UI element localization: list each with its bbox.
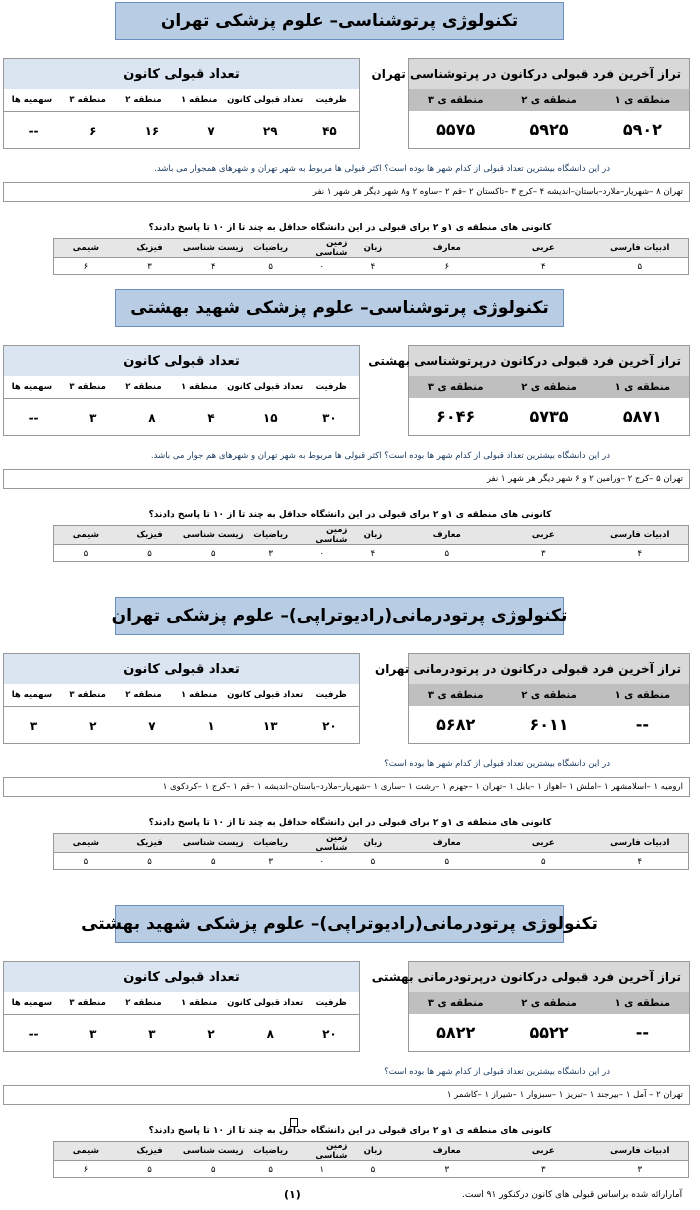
last-rank-column: منطقه ی ۲: [521, 689, 577, 701]
last-rank-table: [368, 345, 690, 436]
admitted-column: تعداد قبولی کانون: [227, 690, 304, 700]
admitted-value: ۲: [89, 718, 97, 733]
admitted-column: ظرفیت: [315, 998, 347, 1008]
last-rank-table: [371, 58, 690, 149]
subject-score: ۴: [210, 262, 216, 272]
subject-header: شیمی: [72, 1146, 99, 1156]
subject-header: زبان: [363, 243, 383, 253]
section-title: تکنولوژی پرتودرمانی(رادیوتراپی)– علوم پزشکی شهید بهشتی: [115, 905, 564, 943]
subject-header: زبان: [363, 1146, 383, 1156]
subject-header: عربی: [531, 530, 555, 540]
subject-scores-table: [53, 833, 689, 870]
subject-header: ادبیات فارسی: [610, 838, 670, 848]
scores-question: کانونی های منطقه ی ۱و ۲ برای قبولی در این دانشگاه حداقل به چند تا از ۱۰ تا پاسخ دادند؟: [148, 818, 552, 828]
subject-score: ۱: [319, 1165, 325, 1175]
admitted-value: ۴۵: [322, 123, 337, 138]
admitted-column: منطقه ۱: [180, 690, 218, 700]
program-section: [0, 289, 700, 589]
admitted-value: --: [28, 410, 39, 425]
last-rank-header: تراز آخرین فرد قبولی درکانون در پرتوشناسی تهران: [409, 59, 689, 89]
subject-header: ریاضیات: [253, 243, 288, 253]
admitted-column: منطقه ۳: [69, 690, 106, 700]
subject-score: ۴: [370, 549, 376, 559]
subject-header: زمین شناسی: [315, 833, 348, 853]
admitted-value: ۲: [207, 1026, 215, 1041]
subject-scores-table: [53, 1141, 689, 1178]
admitted-value: ۳: [89, 1026, 97, 1041]
subject-header: معارف: [432, 243, 461, 253]
admitted-column: تعداد قبولی کانون: [227, 382, 304, 392]
subject-score: ۴: [637, 857, 643, 867]
subject-score: ۵: [370, 857, 376, 867]
subject-header: معارف: [432, 838, 461, 848]
admitted-value: ۶: [89, 123, 97, 138]
last-rank-column: منطقه ی ۲: [521, 997, 577, 1009]
admitted-value: ۸: [148, 410, 156, 425]
subject-header: معارف: [432, 530, 461, 540]
scores-question: کانونی های منطقه ی ۱و ۲ برای قبولی در این دانشگاه حداقل به چند تا از ۱۰ تا پاسخ دادند؟: [148, 510, 552, 520]
subject-header: زمین شناسی: [315, 1141, 348, 1161]
admitted-value: ۱۳: [262, 718, 278, 733]
section-title: تکنولوژی پرتوشناسی– علوم پزشکی شهید بهشتی: [115, 289, 564, 327]
subject-header: ریاضیات: [253, 530, 288, 540]
subject-header: عربی: [531, 243, 555, 253]
subject-score: ۵: [540, 857, 546, 867]
subject-score: ۴: [637, 549, 643, 559]
cities-question: در این دانشگاه بیشترین تعداد قبولی از کدام شهر ها بوده است؟ اکثر قبولی ها مربوط به شهر تهران و شهرهای هم جوار می باشد.: [150, 451, 610, 461]
last-rank-value: ۵۵۷۵: [436, 120, 476, 139]
last-rank-header: تراز آخرین فرد قبولی درکانون درپرتوشناسی بهشتی: [409, 346, 689, 376]
last-rank-header: تراز آخرین فرد قبولی درکانون درپرتودرمانی بهشتی: [409, 962, 689, 992]
admitted-value: ۳۰: [322, 410, 337, 425]
admitted-count-table: [3, 653, 360, 744]
admitted-column: منطقه ۳: [69, 95, 106, 105]
subject-score: ۵: [210, 857, 216, 867]
subject-header: شیمی: [72, 530, 99, 540]
subject-score: ۳: [147, 262, 152, 272]
subject-header: ادبیات فارسی: [610, 530, 670, 540]
last-rank-value: ۵۵۲۲: [529, 1023, 569, 1042]
subject-score: ۴: [540, 262, 546, 272]
subject-header: زمین شناسی: [315, 238, 348, 258]
subject-header: زیست شناسی: [182, 1146, 244, 1156]
subject-header: زبان: [363, 530, 383, 540]
admitted-column: منطقه ۱: [180, 95, 218, 105]
subject-score: ۰: [319, 549, 325, 559]
admitted-column: سهمیه ها: [11, 95, 53, 105]
cities-list: تهران ۸ –شهریار–ملارد–باستان–اندیشه ۴ –کرج ۳ –تاکستان ۲ –قم ۲ –ساوه ۲ و۸ شهر دیگر هر شهر ۱ نفر: [3, 182, 690, 202]
last-rank-column: منطقه ی ۳: [427, 381, 484, 393]
admitted-value: ۱۶: [144, 123, 160, 138]
subject-header: ادبیات فارسی: [610, 243, 670, 253]
last-rank-table: [371, 961, 690, 1052]
subject-score: ۵: [210, 549, 216, 559]
last-rank-column: منطقه ی ۳: [427, 94, 484, 106]
admitted-column: سهمیه ها: [11, 382, 53, 392]
subject-score: ۵: [147, 857, 152, 867]
admitted-column: منطقه ۱: [180, 998, 218, 1008]
subject-header: فیزیک: [136, 530, 163, 540]
last-rank-value: ۵۶۸۲: [436, 715, 476, 734]
cities-list: تهران ۵ –کرج ۲ –ورامین ۲ و ۶ شهر دیگر هر شهر ۱ نفر: [3, 469, 690, 489]
last-rank-value: --: [635, 1023, 649, 1042]
cities-list: ارومیه ۱ –اسلامشهر ۱ –املش ۱ –اهواز ۱ –بابل ۱ –تهران ۱ –جهرم ۱ –رشت ۱ –ساری ۱ –شهریار–ملارد–باستان–اندیشه ۱ –قم ۱ –کرج ۱ –کردکوی ۱: [3, 777, 690, 797]
subject-score: ۵: [370, 1165, 376, 1175]
admitted-value: ۴: [207, 410, 215, 425]
admitted-column: منطقه ۳: [69, 382, 106, 392]
admitted-value: --: [28, 123, 39, 138]
subject-header: شیمی: [72, 838, 99, 848]
admitted-value: ۸: [266, 1026, 274, 1041]
admitted-header: تعداد قبولی کانون: [4, 346, 359, 376]
subject-score: ۵: [268, 262, 273, 272]
admitted-column: منطقه ۲: [125, 95, 162, 105]
admitted-value: ۲۹: [262, 123, 278, 138]
program-section: [0, 597, 700, 897]
admitted-column: منطقه ۳: [69, 998, 106, 1008]
last-rank-value: --: [635, 715, 649, 734]
last-rank-value: ۵۸۲۲: [436, 1023, 476, 1042]
subject-score: ۵: [444, 857, 450, 867]
admitted-column: منطقه ۲: [125, 998, 162, 1008]
last-rank-value: ۵۹۲۵: [529, 120, 569, 139]
admitted-value: ۲۰: [322, 718, 337, 733]
last-rank-table: [375, 653, 690, 744]
subject-score: ۴: [370, 262, 376, 272]
last-rank-value: ۶۰۱۱: [529, 715, 569, 734]
admitted-count-table: [3, 58, 360, 149]
admitted-column: ظرفیت: [315, 95, 347, 105]
admitted-column: ظرفیت: [315, 690, 347, 700]
admitted-value: ۲۰: [322, 1026, 337, 1041]
cities-question: در این دانشگاه بیشترین تعداد قبولی از کدام شهر ها بوده است؟: [384, 759, 610, 769]
last-rank-value: ۵۷۳۵: [529, 407, 569, 426]
subject-header: زمین شناسی: [315, 525, 348, 545]
cities-list: تهران ۲ – آمل ۱ –بیرجند ۱ –تبریز ۱ –سبزوار ۱ –شیراز ۱ –کاشمر ۱: [3, 1085, 690, 1105]
subject-header: فیزیک: [136, 243, 163, 253]
last-rank-column: منطقه ی ۱: [614, 689, 671, 701]
cities-question: در این دانشگاه بیشترین تعداد قبولی از کدام شهر ها بوده است؟: [384, 1067, 610, 1077]
subject-score: ۳: [540, 1165, 546, 1175]
last-rank-value: ۵۸۷۱: [622, 407, 662, 426]
subject-score: ۶: [83, 1165, 89, 1175]
admitted-header: تعداد قبولی کانون: [4, 654, 359, 684]
subject-header: فیزیک: [136, 838, 163, 848]
subject-header: زبان: [363, 838, 383, 848]
admitted-value: ۱: [207, 718, 215, 733]
admitted-value: ۱۵: [262, 410, 278, 425]
subject-header: عربی: [531, 1146, 555, 1156]
subject-header: معارف: [432, 1146, 461, 1156]
subject-score: ۵: [268, 1165, 273, 1175]
scores-question: کانونی های منطقه ی ۱و ۲ برای قبولی در این دانشگاه حداقل به چند تا از ۱۰ تا پاسخ دادند؟: [148, 1126, 552, 1136]
subject-header: ادبیات فارسی: [610, 1146, 670, 1156]
subject-score: ۵: [210, 1165, 216, 1175]
last-rank-column: منطقه ی ۱: [614, 997, 671, 1009]
section-title: تکنولوژی پرتودرمانی(رادیوتراپی)– علوم پزشکی تهران: [115, 597, 564, 635]
last-rank-column: منطقه ی ۲: [521, 94, 577, 106]
admitted-value: ۷: [207, 123, 215, 138]
subject-header: فیزیک: [136, 1146, 163, 1156]
subject-score: ۰: [319, 262, 325, 272]
admitted-header: تعداد قبولی کانون: [4, 962, 359, 992]
page-number: (۱): [284, 1188, 301, 1201]
last-rank-header: تراز آخرین فرد قبولی درکانون در پرتودرمانی تهران: [409, 654, 689, 684]
small-box-mark: [290, 1118, 298, 1127]
admitted-value: ۷: [148, 718, 156, 733]
admitted-column: منطقه ۲: [125, 382, 162, 392]
subject-header: زیست شناسی: [182, 838, 244, 848]
subject-score: ۶: [444, 262, 450, 272]
subject-score: ۶: [83, 262, 89, 272]
admitted-column: تعداد قبولی کانون: [227, 95, 304, 105]
admitted-count-table: [3, 961, 360, 1052]
subject-header: عربی: [531, 838, 555, 848]
subject-score: ۵: [83, 857, 89, 867]
admitted-column: تعداد قبولی کانون: [227, 998, 304, 1008]
subject-header: زیست شناسی: [182, 530, 244, 540]
admitted-value: --: [28, 1026, 39, 1041]
last-rank-column: منطقه ی ۳: [427, 997, 484, 1009]
cities-question: در این دانشگاه بیشترین تعداد قبولی از کدام شهر ها بوده است؟ اکثر قبولی ها مربوط به شهر تهران و شهرهای همجوار می باشد.: [154, 164, 610, 174]
admitted-column: سهمیه ها: [11, 690, 53, 700]
subject-score: ۵: [83, 549, 89, 559]
admitted-count-table: [3, 345, 360, 436]
last-rank-column: منطقه ی ۲: [521, 381, 577, 393]
last-rank-column: منطقه ی ۱: [614, 94, 671, 106]
program-section: [0, 905, 700, 1205]
last-rank-value: ۶۰۴۶: [436, 407, 476, 426]
subject-score: ۳: [540, 549, 546, 559]
subject-score: ۳: [268, 549, 273, 559]
subject-score: ۳: [444, 1165, 450, 1175]
subject-score: ۳: [268, 857, 273, 867]
subject-score: ۵: [637, 262, 643, 272]
subject-scores-table: [53, 525, 689, 562]
subject-header: ریاضیات: [253, 1146, 288, 1156]
subject-scores-table: [53, 238, 689, 275]
subject-header: زیست شناسی: [182, 243, 244, 253]
footer-note: آمارارائه شده براساس قبولی های کانون درکنکور ۹۱ است.: [462, 1190, 683, 1200]
admitted-column: منطقه ۲: [125, 690, 162, 700]
subject-header: شیمی: [72, 243, 99, 253]
subject-score: ۳: [637, 1165, 643, 1175]
subject-score: ۰: [319, 857, 325, 867]
section-title: تکنولوژی پرتوشناسی– علوم پزشکی تهران: [115, 2, 564, 40]
admitted-value: ۳: [148, 1026, 156, 1041]
scores-question: کانونی های منطقه ی ۱و ۲ برای قبولی در این دانشگاه حداقل به چند تا از ۱۰ تا پاسخ دادند؟: [148, 223, 552, 233]
admitted-value: ۳: [89, 410, 97, 425]
subject-score: ۵: [444, 549, 450, 559]
last-rank-value: ۵۹۰۲: [622, 120, 662, 139]
admitted-value: ۳: [29, 718, 38, 733]
subject-score: ۵: [147, 1165, 152, 1175]
last-rank-column: منطقه ی ۱: [614, 381, 671, 393]
admitted-column: منطقه ۱: [180, 382, 218, 392]
program-section: [0, 2, 700, 302]
subject-score: ۵: [147, 549, 152, 559]
admitted-column: سهمیه ها: [11, 998, 53, 1008]
last-rank-column: منطقه ی ۳: [427, 689, 484, 701]
admitted-column: ظرفیت: [315, 382, 347, 392]
admitted-header: تعداد قبولی کانون: [4, 59, 359, 89]
subject-header: ریاضیات: [253, 838, 288, 848]
